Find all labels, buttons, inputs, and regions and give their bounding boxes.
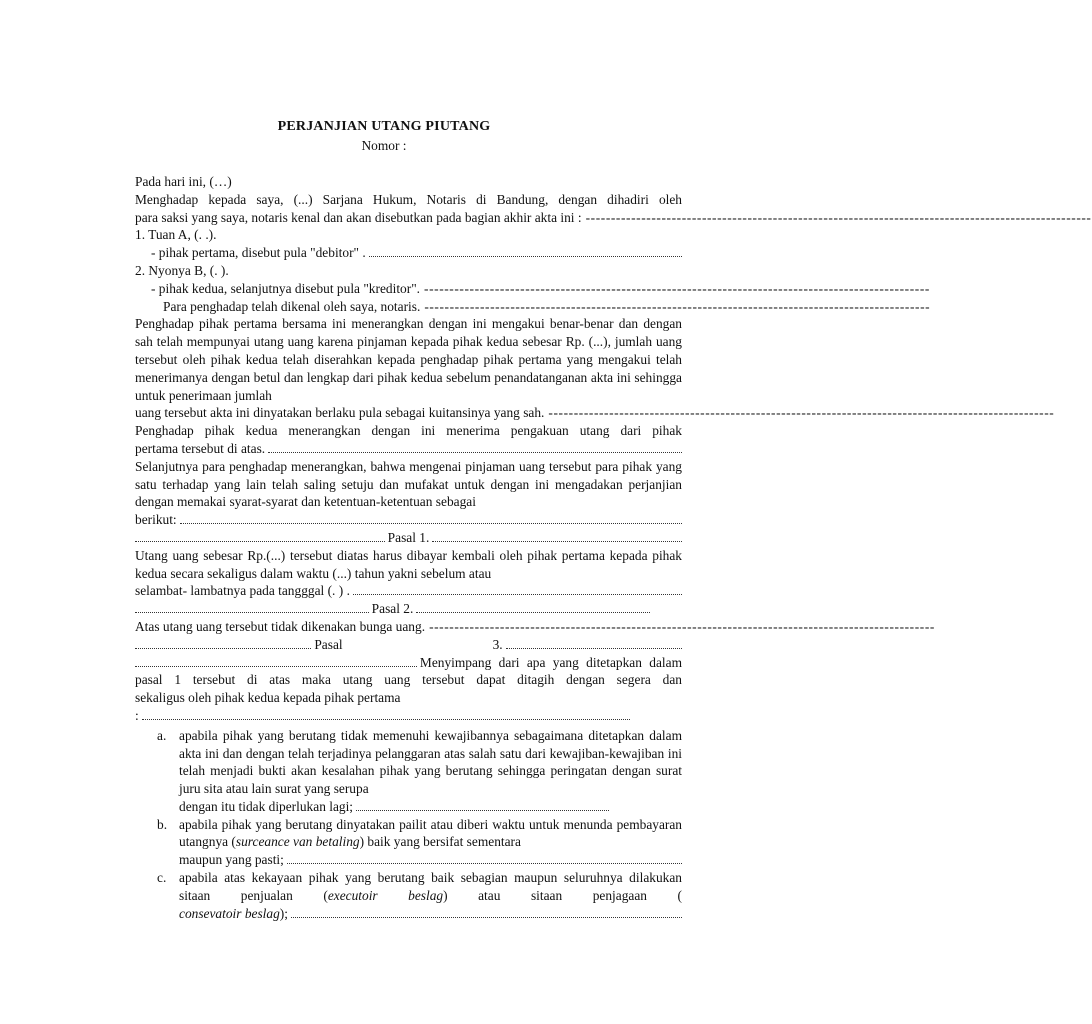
list-marker: a. bbox=[157, 727, 167, 743]
dash-fill: ---------------------------------------------------------------------------------------------------- bbox=[585, 209, 1092, 225]
witness-line: para saksi yang saya, notaris kenal dan akan disebutkan pada bagian akhir akta ini : ---------------------------------------------------------------------------------------------------- bbox=[135, 209, 1092, 225]
deviation-paragraph-end: sekaligus oleh pihak kedua kepada pihak pertama bbox=[135, 690, 401, 706]
repayment-paragraph: Utang uang sebesar Rp.(...) tersebut diatas harus dibayar kembali oleh pihak pertama kepada pihak kedua secara sekaligus dalam waktu (...) tahun yakni sebelum atau bbox=[135, 547, 682, 581]
dotted-fill bbox=[135, 655, 417, 667]
list-item-c: c. apabila atas kekayaan pihak yang berutang baik sebagian maupun seluruhnya dilakukan sitaan penjualan (executoir beslag) atau sitaan penjagaan ( consevatoir beslag ); bbox=[157, 870, 682, 921]
dotted-fill bbox=[135, 530, 385, 542]
dotted-fill bbox=[353, 583, 682, 595]
list-marker: b. bbox=[157, 816, 168, 832]
party-one-role: - pihak pertama, disebut pula "debitor" . bbox=[135, 244, 682, 262]
pasal-1-heading: Pasal 1. bbox=[135, 529, 682, 547]
dash-fill: ---------------------------------------------------------------------------------------------------- bbox=[424, 280, 930, 296]
creditor-acceptance-paragraph: Penghadap pihak kedua menerangkan dengan ini menerima pengakuan utang dari pihak bbox=[135, 423, 682, 439]
dotted-fill bbox=[287, 852, 682, 864]
document-body bbox=[135, 173, 1092, 922]
dotted-fill bbox=[142, 708, 630, 720]
repayment-last: selambat- lambatnya pada tangggal (. ) . bbox=[135, 582, 682, 600]
dotted-fill bbox=[432, 530, 682, 542]
dotted-fill bbox=[268, 441, 682, 453]
document-title: PERJANJIAN UTANG PIUTANG bbox=[277, 119, 491, 134]
dotted-fill bbox=[416, 601, 650, 613]
dotted-fill bbox=[135, 637, 311, 649]
party-two: 2. Nyonya B, (. ). bbox=[135, 262, 229, 278]
dotted-fill bbox=[369, 245, 682, 257]
creditor-acceptance-last: pertama tersebut di atas. bbox=[135, 440, 682, 458]
agreement-paragraph: Selanjutnya para penghadap menerangkan, bahwa mengenai pinjaman uang tersebut para pihak yang satu terhadap yang lain telah saling setuju dan mufakat untuk dengan ini mengadakan perjanjian dengan memakai syarat-syarat dan ketentuan-ketentuan sebagai bbox=[135, 458, 682, 510]
pasal-3-heading: Pasal 3. bbox=[135, 636, 682, 654]
deviation-colon-line: : bbox=[135, 707, 630, 725]
dash-fill: ---------------------------------------------------------------------------------------------------- bbox=[548, 405, 1055, 421]
document-number: Nomor : bbox=[361, 138, 407, 153]
dotted-fill bbox=[291, 906, 682, 918]
list-item-a: a. apabila pihak yang berutang tidak memenuhi kewajibannya sebagaimana ditetapkan dalam akta ini dan dengan telah terjadinya pelanggaran atas salah satu dari kewajiban-kewajiban ini telah menjadi bukti akan kesalahan pihak yang berutang sehingga peringatan dengan surat juru sita atau lain surat yang serupa dengan itu tidak diperlukan lagi; bbox=[157, 727, 682, 814]
parties-known-line: Para penghadap telah dikenal oleh saya, notaris. ---------------------------------------------------------------------------------------------------- bbox=[163, 298, 931, 314]
party-two-role: - pihak kedua, selanjutnya disebut pula "kreditor". ---------------------------------------------------------------------------------------------------- bbox=[151, 280, 930, 296]
dash-fill: ---------------------------------------------------------------------------------------------------- bbox=[424, 298, 931, 314]
opening-line: Pada hari ini, (…) bbox=[135, 174, 232, 189]
deviation-first-line: Menyimpang dari apa yang ditetapkan dalam bbox=[135, 654, 682, 672]
pasal-2-heading: Pasal 2. bbox=[135, 600, 650, 618]
dotted-fill bbox=[180, 512, 682, 524]
debt-acknowledgement-last: uang tersebut akta ini dinyatakan berlaku pula sebagai kuitansinya yang sah. ---------------------------------------------------------------------------------------------------- bbox=[135, 405, 1055, 421]
deviation-paragraph: pasal 1 tersebut di atas maka utang uang tersebut dapat ditagih dengan segera dan bbox=[135, 672, 682, 688]
appearance-line: Menghadap kepada saya, (...) Sarjana Hukum, Notaris di Bandung, dengan dihadiri oleh bbox=[135, 191, 682, 207]
dotted-fill bbox=[356, 799, 609, 811]
dotted-fill bbox=[506, 637, 682, 649]
party-one: 1. Tuan A, (. .). bbox=[135, 227, 217, 243]
list-item-b: b. apabila pihak yang berutang dinyatakan pailit atau diberi waktu untuk menunda pembayaran utangnya (surceance van betaling) baik yang bersifat sementara maupun yang pasti; bbox=[157, 816, 682, 868]
agreement-last: berikut: bbox=[135, 511, 682, 529]
interest-line: Atas utang uang tersebut tidak dikenakan bunga uang. ---------------------------------------------------------------------------------------------------- bbox=[135, 618, 935, 634]
debt-acknowledgement-paragraph: Penghadap pihak pertama bersama ini menerangkan dengan ini mengakui benar-benar dan dengan sah telah mempunyai utang uang karena pinjaman kepada pihak kedua sebesar Rp. (...), jumlah uang tersebut oleh pihak kedua telah diserahkan kepada penghadap pihak pertama yang mengakui telah menerimanya dengan betul dan lengkap dari pihak kedua sebelum penandatanganan akta ini sehingga untuk penerimaan jumlah bbox=[135, 316, 682, 403]
list-marker: c. bbox=[157, 870, 167, 886]
dotted-fill bbox=[135, 601, 369, 613]
dash-fill: ---------------------------------------------------------------------------------------------------- bbox=[429, 618, 935, 634]
